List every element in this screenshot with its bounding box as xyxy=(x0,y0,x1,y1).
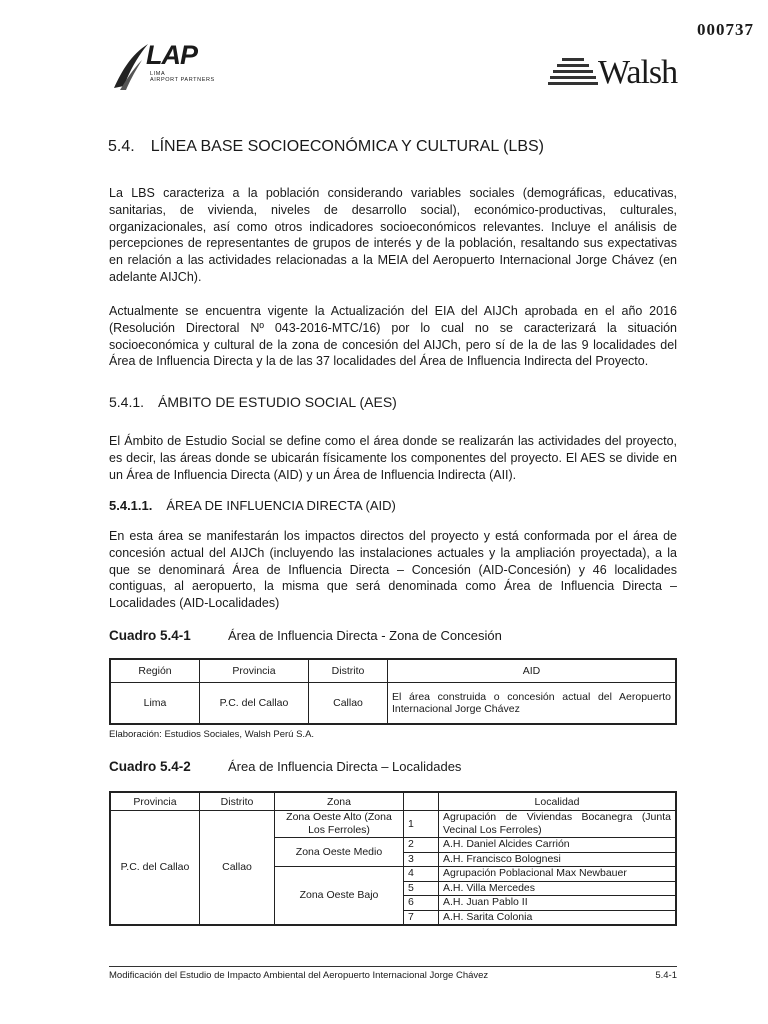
table1-cell: El área construida o concesión actual del Aeropuerto Internacional Jorge Chávez xyxy=(388,683,677,725)
walsh-logo-text: Walsh xyxy=(598,54,678,91)
table2-localidad: A.H. Francisco Bolognesi xyxy=(439,852,677,867)
table2-label: Cuadro 5.4-2 xyxy=(109,759,191,774)
lap-logo-text: LAP xyxy=(146,40,197,70)
table2-localidad: A.H. Juan Pablo II xyxy=(439,896,677,911)
footer-divider xyxy=(109,966,677,967)
subsubsection-number: 5.4.1.1. xyxy=(109,498,153,513)
section-paragraph-1: La LBS caracteriza a la población considerando variables sociales (demográficas, educativas, sanitarias, de vivienda, niveles de desarrollo social), económico-productivas, culturales, organizacionales, así como otros indicadores socioeconómicos relevantes. Incluye el análisis de percepciones de representantes de grupos de interés y de la población, resaltando sus expectativas en relación a las actividades relacionadas a la MEIA del Aeropuerto Internacional Jorge Chávez (en adelante AIJCh). xyxy=(109,186,677,284)
table2-localidad: Agrupación Poblacional Max Newbauer xyxy=(439,867,677,882)
table2-zona: Zona Oeste Bajo xyxy=(275,867,404,926)
table1-header: Provincia xyxy=(200,659,309,683)
section-title: 5.4. LÍNEA BASE SOCIOECONÓMICA Y CULTURAL (LBS) xyxy=(108,138,544,155)
table1-header: Distrito xyxy=(309,659,388,683)
subsubsection-heading xyxy=(109,498,396,513)
table2-localidad: A.H. Sarita Colonia xyxy=(439,910,677,925)
table1-title: Área de Influencia Directa - Zona de Concesión xyxy=(228,628,502,643)
subsection-title: 5.4.1. ÁMBITO DE ESTUDIO SOCIAL (AES) xyxy=(109,394,397,410)
footer-text: Modificación del Estudio de Impacto Ambiental del Aeropuerto Internacional Jorge Chávez xyxy=(109,970,489,981)
table2-header: Zona xyxy=(275,792,404,811)
table2-header-number xyxy=(404,792,439,811)
table1-source: Elaboración: Estudios Sociales, Walsh Perú S.A. xyxy=(109,729,315,740)
section-paragraph-2: Actualmente se encuentra vigente la Actualización del EIA del AIJCh aprobada en el año 2016 (Resolución Directoral Nº 043-2016-MTC/16) por lo cual no se caracterizará la situación socioeconómica y cultural de la zona de concesión del AIJCh, pero sí de la de las 9 localidades del Área de Influencia Directa y la de las 37 localidades del Área de Influencia Indirecta del Proyecto. xyxy=(109,304,677,369)
table2-zona: Zona Oeste Medio xyxy=(275,838,404,867)
table2-localidad: A.H. Villa Mercedes xyxy=(439,881,677,896)
table2-localidad: A.H. Daniel Alcides Carrión xyxy=(439,838,677,853)
table2-header: Distrito xyxy=(200,792,275,811)
table2-row-number: 2 xyxy=(404,838,439,853)
table2-header: Provincia xyxy=(110,792,200,811)
page-number: 000737 xyxy=(697,20,754,39)
table2-localidad: Agrupación de Viviendas Bocanegra (Junta Vecinal Los Ferroles) xyxy=(439,811,677,838)
table2-distrito: Callao xyxy=(200,811,275,926)
table2-title: Área de Influencia Directa – Localidades xyxy=(228,759,462,774)
table1 xyxy=(109,658,677,725)
footer-page-number: 5.4-1 xyxy=(655,970,677,981)
table2-row-number: 7 xyxy=(404,910,439,925)
table1-cell: Callao xyxy=(309,683,388,725)
subsection-paragraph: El Ámbito de Estudio Social se define como el área donde se realizarán las actividades del proyecto, es decir, las áreas donde se ubicarán físicamente los componentes del proyecto. El AES se divide en un Área de Influencia Directa (AID) y un Área de Influencia Indirecta (AII). xyxy=(109,434,677,482)
lap-logo-subtitle: LIMA AIRPORT PARTNERS xyxy=(150,71,215,83)
table2-header: Localidad xyxy=(439,792,677,811)
subsubsection-title: ÁREA DE INFLUENCIA DIRECTA (AID) xyxy=(166,498,396,513)
table1-cell: Lima xyxy=(110,683,200,725)
table2-row-number: 1 xyxy=(404,811,439,838)
table1-header: Región xyxy=(110,659,200,683)
walsh-logo-stripes-icon xyxy=(548,56,598,90)
table2-row-number: 6 xyxy=(404,896,439,911)
table1-header: AID xyxy=(388,659,677,683)
table2-zona: Zona Oeste Alto (Zona Los Ferroles) xyxy=(275,811,404,838)
table2-row-number: 4 xyxy=(404,867,439,882)
table2-row-number: 5 xyxy=(404,881,439,896)
subsubsection-paragraph: En esta área se manifestarán los impactos directos del proyecto y está conformada por el área de concesión actual del AIJCh (incluyendo las instalaciones actuales y la ampliación proyectada), a la que se denominará Área de Influencia Directa – Concesión (AID-Concesión) y 46 localidades contiguas, al aeropuerto, la misma que será denominada como Área de Influencia Directa – Localidades (AID-Localidades) xyxy=(109,529,677,611)
table2 xyxy=(109,791,677,926)
table2-provincia: P.C. del Callao xyxy=(110,811,200,926)
table1-label: Cuadro 5.4-1 xyxy=(109,628,191,643)
table1-cell: P.C. del Callao xyxy=(200,683,309,725)
table2-row-number: 3 xyxy=(404,852,439,867)
